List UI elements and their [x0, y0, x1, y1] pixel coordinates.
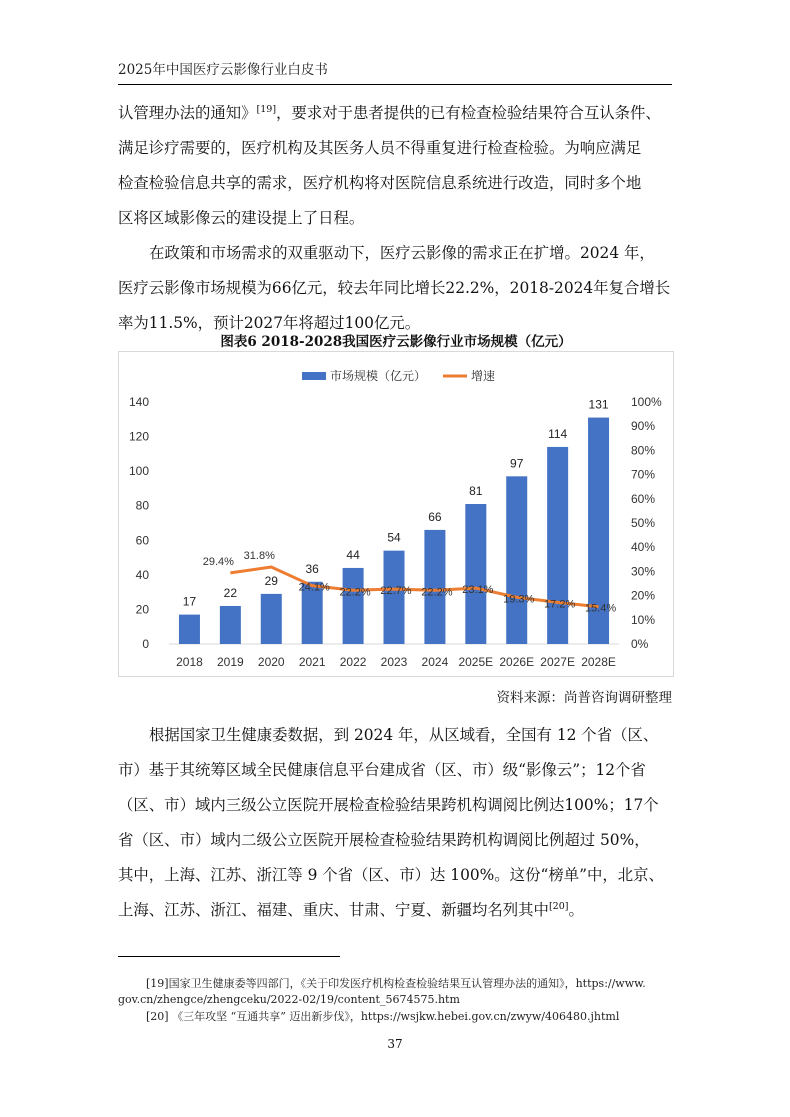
ref-19[interactable]: [19]	[256, 104, 277, 115]
y-left-tick-label: 120	[128, 429, 149, 444]
bar-value-label: 97	[510, 456, 524, 471]
line-value-label: 22.7%	[380, 585, 412, 598]
paragraph-region	[118, 718, 674, 928]
x-tick-label: 2024	[421, 655, 449, 669]
footnote-rule	[118, 956, 340, 957]
y-left-tick-label: 0	[142, 637, 149, 651]
legend-swatch-bar	[302, 372, 326, 380]
line-value-label: 19.3%	[503, 593, 535, 606]
para2-line-2: 医疗云影像市场规模为66亿元，较去年同比增长22.2%，2018-2024年复合增长	[118, 279, 671, 297]
y-right-tick-label: 90%	[631, 419, 656, 434]
x-tick-label: 2027E	[540, 655, 575, 669]
y-right-tick-label: 10%	[631, 612, 656, 627]
x-tick-label: 2025E	[458, 655, 494, 669]
para2-line-3: 率为11.5%，预计2027年将超过100亿元。	[118, 314, 421, 332]
running-header: 2025年中国医疗云影像行业白皮书	[118, 62, 328, 78]
bar-value-label: 81	[469, 483, 483, 498]
bar	[179, 615, 200, 644]
x-tick-label: 2019	[217, 655, 244, 669]
y-left-tick-label: 100	[128, 464, 149, 479]
y-right-tick-label: 20%	[631, 588, 656, 603]
y-left-tick-label: 80	[135, 498, 149, 513]
figure-source: 资料来源：尚普咨询调研整理	[496, 690, 672, 706]
line-value-label: 17.2%	[544, 598, 576, 611]
line-value-label: 22.2%	[339, 586, 371, 599]
line-value-label: 29.4%	[202, 555, 234, 568]
line-value-label: 22.2%	[421, 586, 453, 599]
line-value-label: 23.1%	[462, 584, 494, 597]
para3-line-3: （区、市）域内三级公立医院开展检查检验结果跨机构调阅比例达100%；17个	[118, 796, 659, 814]
bar-value-label: 44	[346, 547, 360, 562]
bar-value-label: 114	[548, 426, 568, 441]
y-right-tick-label: 60%	[631, 491, 656, 506]
para3-line-6: 上海、江苏、浙江、福建、重庆、甘肃、宁夏、新疆均名列其中[20]。	[118, 901, 584, 919]
bar	[261, 594, 282, 644]
market-size-chart	[118, 351, 674, 677]
footnote-19-line-2: gov.cn/zhengce/zhengceku/2022-02/19/content_5674575.htm	[118, 993, 460, 1006]
figure-caption: 图表6 2018-2028我国医疗云影像行业市场规模（亿元）	[220, 334, 572, 350]
line-value-label: 24.1%	[298, 581, 330, 594]
footnote-19	[118, 976, 674, 1008]
footnote-20	[118, 1009, 674, 1025]
y-left-tick-label: 60	[135, 533, 149, 548]
y-left-tick-label: 20	[135, 602, 149, 617]
bar-value-label: 36	[305, 561, 319, 576]
bar	[343, 568, 364, 644]
bar-value-label: 54	[387, 530, 401, 545]
x-tick-label: 2026E	[499, 655, 535, 669]
para1-line-4: 区将区域影像云的建设提上了日程。	[118, 209, 365, 227]
bar-value-label: 29	[264, 573, 278, 588]
para3-line-4: 省（区、市）域内二级公立医院开展检查检验结果跨机构调阅比例超过 50%，	[118, 831, 650, 849]
bar	[384, 551, 405, 644]
y-right-tick-label: 0%	[631, 637, 649, 651]
para2-line-1: 在政策和市场需求的双重驱动下，医疗云影像的需求正在扩增。2024 年，	[149, 244, 655, 262]
para3-line-5: 其中，上海、江苏、浙江等 9 个省（区、市）达 100%。这份“榜单”中，北京、	[118, 866, 664, 884]
x-tick-label: 2028E	[581, 655, 616, 669]
y-right-tick-label: 70%	[631, 467, 656, 482]
para3-line-1: 根据国家卫生健康委数据，到 2024 年，从区域看，全国有 12 个省（区、	[149, 726, 659, 744]
legend-label-bar: 市场规模（亿元）	[330, 369, 427, 383]
bar-value-label: 66	[428, 509, 442, 524]
header-rule	[118, 84, 672, 85]
para1-line-1: 认管理办法的通知》[19]，要求对于患者提供的已有检查检验结果符合互认条件、	[118, 104, 661, 122]
y-right-tick-label: 30%	[631, 564, 656, 579]
paragraph-policy	[118, 96, 674, 236]
page-number: 37	[387, 1037, 403, 1051]
bar	[465, 504, 486, 644]
line-value-label: 31.8%	[243, 550, 275, 563]
bar-value-label: 22	[223, 585, 238, 600]
bar-value-label: 131	[588, 397, 609, 412]
y-right-tick-label: 50%	[631, 516, 656, 530]
bar	[547, 447, 568, 644]
y-right-tick-label: 100%	[631, 395, 662, 409]
footnote-20-line: [20] 《三年攻坚 “互通共享” 迈出新步伐》，https://wsjkw.hebei.gov.cn/zwyw/406480.jhtml	[146, 1010, 620, 1023]
paragraph-market	[118, 236, 674, 341]
bar	[220, 606, 241, 644]
bar-value-label: 17	[182, 594, 197, 609]
y-left-tick-label: 140	[128, 395, 149, 409]
legend-label-line: 增速	[471, 369, 496, 383]
footnote-19-line-1: [19]国家卫生健康委等四部门，《关于印发医疗机构检查检验结果互认管理办法的通知》，https://www.	[146, 977, 646, 990]
para1-line-2: 满足诊疗需要的，医疗机构及其医务人员不得重复进行检查检验。为响应满足	[118, 139, 642, 157]
para1-line-3: 检查检验信息共享的需求，医疗机构将对医院信息系统进行改造，同时多个地	[118, 174, 642, 192]
y-left-tick-label: 40	[135, 567, 149, 582]
y-right-tick-label: 80%	[631, 443, 656, 458]
para3-line-2: 市）基于其统筹区域全民健康信息平台建成省（区、市）级“影像云”；12个省	[118, 761, 646, 779]
x-tick-label: 2018	[176, 655, 203, 669]
chart-svg	[119, 352, 673, 676]
bar	[506, 476, 527, 644]
x-tick-label: 2020	[257, 655, 285, 669]
y-right-tick-label: 40%	[631, 540, 656, 555]
ref-20[interactable]: [20]	[548, 901, 569, 912]
x-tick-label: 2021	[298, 655, 326, 669]
x-tick-label: 2022	[339, 655, 367, 669]
x-tick-label: 2023	[380, 655, 408, 669]
line-value-label: 15.4%	[584, 602, 617, 615]
